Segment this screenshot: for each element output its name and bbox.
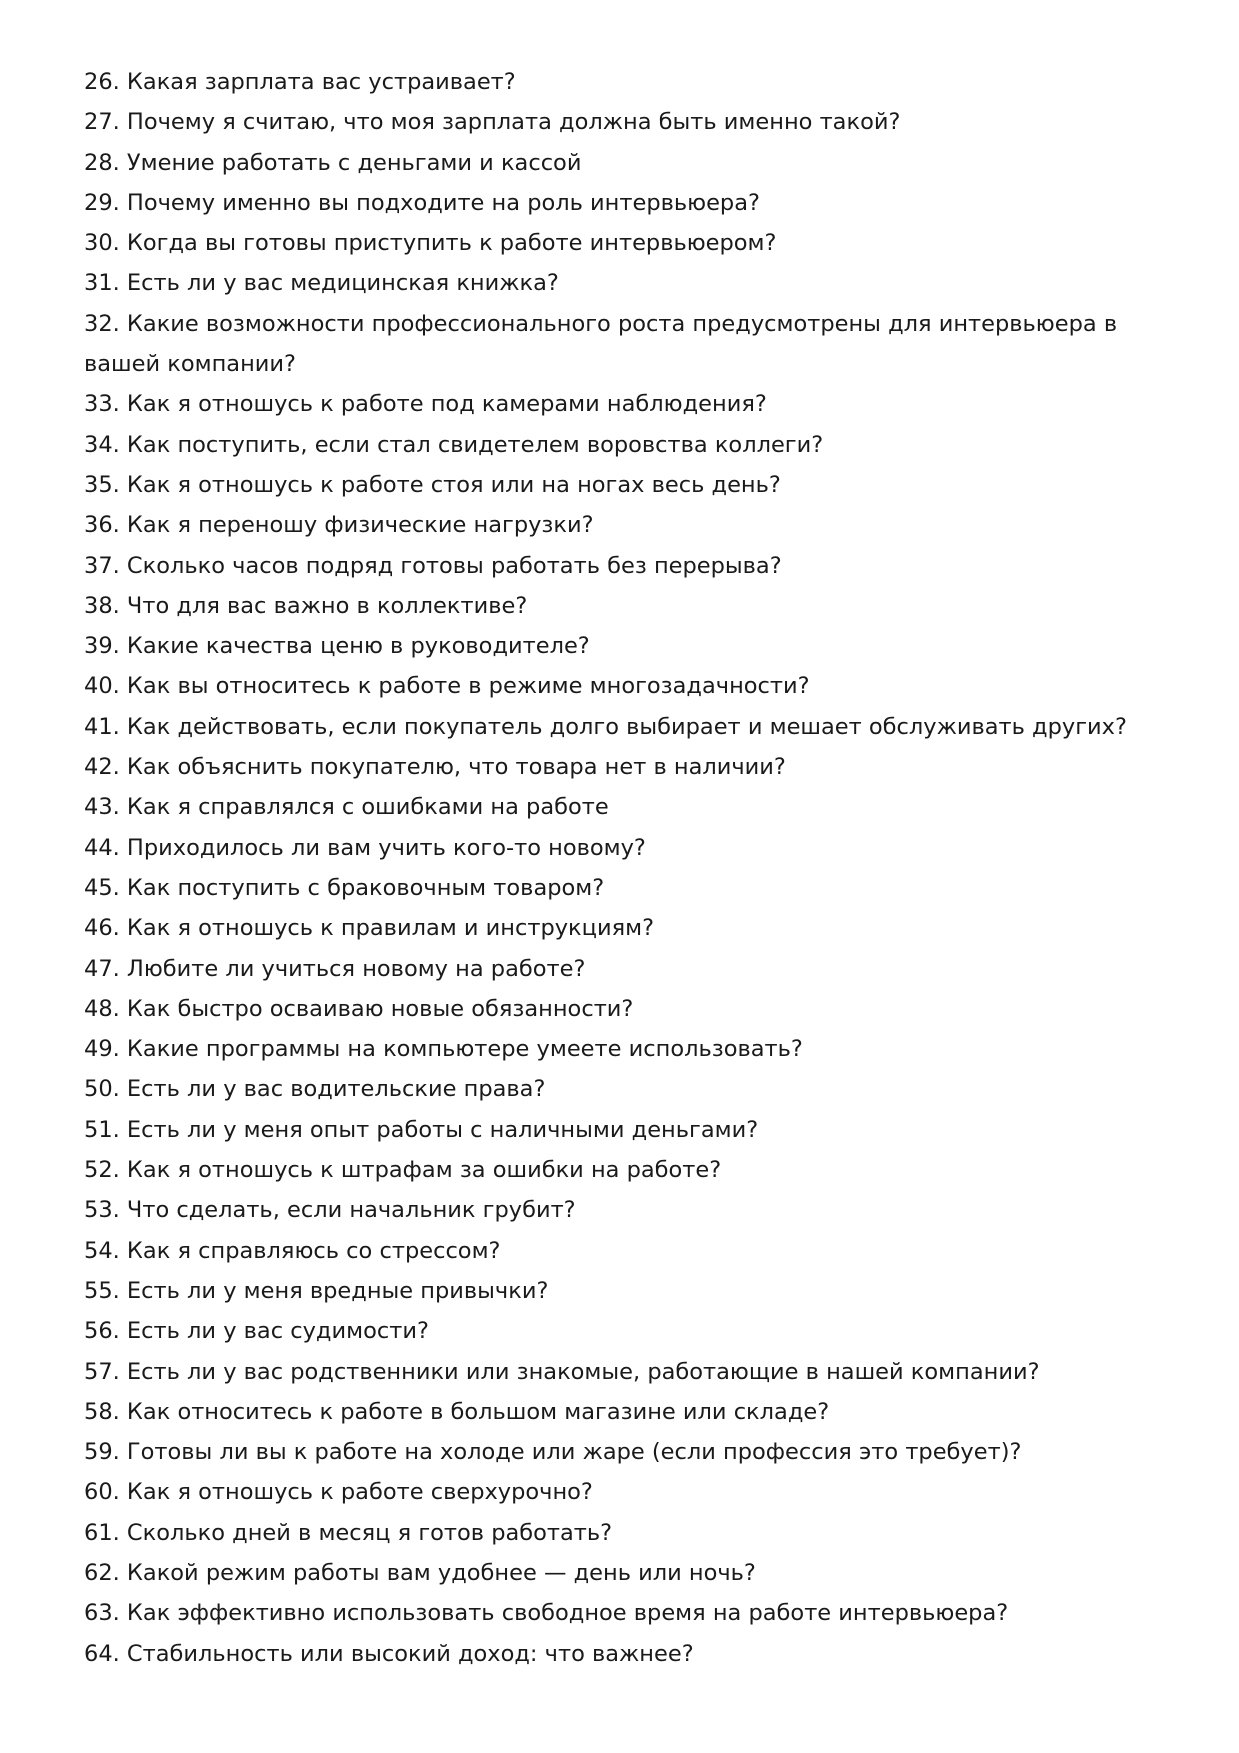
question-item: 63. Как эффективно использовать свободное время на работе интервьюера?: [84, 1600, 1009, 1627]
question-item: 29. Почему именно вы подходите на роль интервьюера?: [84, 189, 760, 216]
question-item: 56. Есть ли у вас судимости?: [84, 1318, 429, 1345]
question-item: 36. Как я переношу физические нагрузки?: [84, 512, 594, 539]
question-item: 59. Готовы ли вы к работе на холоде или жаре (если профессия это требует)?: [84, 1439, 1022, 1466]
question-item: 46. Как я отношусь к правилам и инструкциям?: [84, 915, 655, 942]
question-item: 58. Как относитесь к работе в большом магазине или складе?: [84, 1398, 830, 1425]
question-item: 27. Почему я считаю, что моя зарплата должна быть именно такой?: [84, 109, 901, 136]
question-item: 48. Как быстро осваиваю новые обязанности?: [84, 995, 634, 1022]
question-item: 41. Как действовать, если покупатель долго выбирает и мешает обслуживать других?: [84, 713, 1127, 740]
question-item: 61. Сколько дней в месяц я готов работать?: [84, 1519, 613, 1546]
question-item: 50. Есть ли у вас водительские права?: [84, 1076, 546, 1103]
question-item: 35. Как я отношусь к работе стоя или на ногах весь день?: [84, 471, 781, 498]
question-item: 28. Умение работать с деньгами и кассой: [84, 149, 582, 176]
question-item: 42. Как объяснить покупателю, что товара нет в наличии?: [84, 754, 786, 781]
question-item: 26. Какая зарплата вас устраивает?: [84, 69, 516, 95]
question-item: 39. Какие качества ценю в руководителе?: [84, 633, 590, 660]
question-item: 38. Что для вас важно в коллективе?: [84, 592, 528, 619]
question-item: 45. Как поступить с браковочным товаром?: [84, 874, 605, 901]
question-item: 53. Что сделать, если начальник грубит?: [84, 1197, 576, 1224]
question-item: 31. Есть ли у вас медицинская книжка?: [84, 270, 559, 297]
question-item: 44. Приходилось ли вам учить кого-то новому?: [84, 834, 646, 861]
question-item: 32. Какие возможности профессионального роста предусмотрены для интервьюера в вашей компании?: [84, 310, 1118, 378]
question-item: 52. Как я отношусь к штрафам за ошибки на работе?: [84, 1157, 722, 1184]
question-item: 37. Сколько часов подряд готовы работать без перерыва?: [84, 552, 782, 579]
question-item: 47. Любите ли учиться новому на работе?: [84, 955, 586, 982]
question-list: [84, 62, 1164, 1674]
question-item: 40. Как вы относитесь к работе в режиме многозадачности?: [84, 673, 810, 700]
question-item: 33. Как я отношусь к работе под камерами наблюдения?: [84, 391, 767, 418]
question-item: 43. Как я справлялся с ошибками на работе: [84, 794, 609, 821]
question-item: 60. Как я отношусь к работе сверхурочно?: [84, 1479, 593, 1506]
question-item: 34. Как поступить, если стал свидетелем воровства коллеги?: [84, 431, 824, 458]
question-item: 57. Есть ли у вас родственники или знакомые, работающие в нашей компании?: [84, 1358, 1040, 1385]
question-item: 64. Стабильность или высокий доход: что важнее?: [84, 1640, 694, 1667]
question-item: 49. Какие программы на компьютере умеете использовать?: [84, 1036, 803, 1063]
question-item: 51. Есть ли у меня опыт работы с наличными деньгами?: [84, 1116, 759, 1143]
question-item: 30. Когда вы готовы приступить к работе интервьюером?: [84, 230, 777, 257]
question-item: 54. Как я справляюсь со стрессом?: [84, 1237, 501, 1264]
question-item: 55. Есть ли у меня вредные привычки?: [84, 1277, 549, 1304]
question-item: 62. Какой режим работы вам удобнее — день или ночь?: [84, 1559, 756, 1586]
